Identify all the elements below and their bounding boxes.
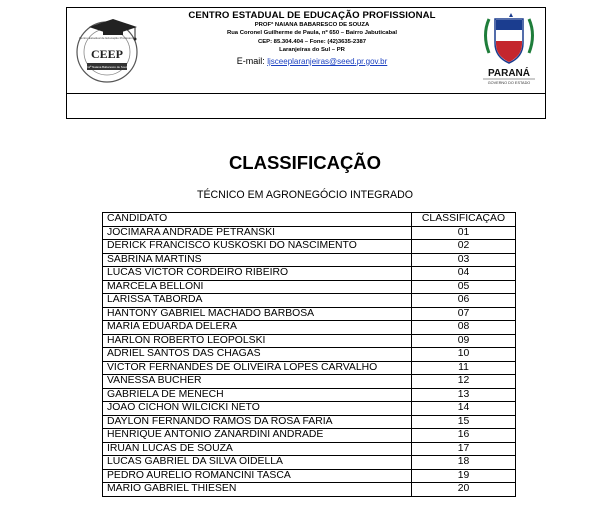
table-row xyxy=(103,483,516,497)
ceep-logo-acronym: CEEP xyxy=(90,47,124,61)
course-subtitle: TÉCNICO EM AGRONEGÓCIO INTEGRADO xyxy=(196,189,413,201)
candidate-name: SABRINA MARTINS xyxy=(103,253,412,267)
candidate-name: MARIA EDUARDA DELERA xyxy=(103,321,412,335)
candidate-name: HENRIQUE ANTONIO ZANARDINI ANDRADE xyxy=(103,429,412,443)
table-row xyxy=(103,348,516,362)
candidate-rank: 01 xyxy=(412,226,516,240)
table-row xyxy=(103,388,516,402)
school-info xyxy=(167,10,457,66)
candidate-name: JOÃO CICHON WILCICKI NETO xyxy=(103,402,412,416)
parana-label: PARANÁ xyxy=(487,68,531,79)
candidate-rank: 14 xyxy=(412,402,516,416)
table-row xyxy=(103,442,516,456)
candidate-rank: 05 xyxy=(412,280,516,294)
candidate-rank: 10 xyxy=(412,348,516,362)
candidate-name: HARLON ROBERTO LEOPOLSKI xyxy=(103,334,412,348)
table-row xyxy=(103,469,516,483)
email-label: E-mail: xyxy=(236,55,265,66)
candidate-rank: 19 xyxy=(412,469,516,483)
candidate-name: LUCAS VICTOR CORDEIRO RIBEIRO xyxy=(103,267,412,281)
candidate-name: LUCAS GABRIEL DA SILVA OIDELLA xyxy=(103,456,412,470)
email-line xyxy=(167,56,457,66)
candidate-rank: 13 xyxy=(412,388,516,402)
candidate-name: DAYLON FERNANDO RAMOS DA ROSA FARIA xyxy=(103,415,412,429)
letterhead-divider xyxy=(67,93,545,94)
letterhead xyxy=(66,7,546,119)
candidate-name: VICTOR FERNANDES DE OLIVEIRA LOPES CARVALHO xyxy=(103,361,412,375)
table-row xyxy=(103,226,516,240)
table-row xyxy=(103,294,516,308)
table-row xyxy=(103,375,516,389)
parana-state-logo xyxy=(477,13,541,91)
candidate-name: MARCELA BELLONI xyxy=(103,280,412,294)
candidate-name: PEDRO AURÉLIO ROMANCINI TASCA xyxy=(103,469,412,483)
candidate-rank: 06 xyxy=(412,294,516,308)
city-line: Laranjeiras do Sul – PR xyxy=(279,47,345,54)
column-header-classification: CLASSIFICAÇÃO xyxy=(412,213,516,227)
address-line: Rua Coronel Guilherme de Paula, nº 650 – Bairro Jabuticabal xyxy=(226,30,398,37)
table-row xyxy=(103,267,516,281)
table-row xyxy=(103,334,516,348)
page-title: CLASSIFICAÇÃO xyxy=(228,152,382,173)
table-header-row xyxy=(103,213,516,227)
candidate-name: LARISSA TABORDA xyxy=(103,294,412,308)
candidate-rank: 08 xyxy=(412,321,516,335)
table-row xyxy=(103,307,516,321)
table-row xyxy=(103,456,516,470)
parana-sublabel: GOVERNO DO ESTADO xyxy=(487,81,531,85)
email-link[interactable]: ljsceeplaranjeiras@seed.pr.gov.br xyxy=(267,56,388,66)
classification-table xyxy=(102,212,516,497)
cep-phone-line: CEP: 85.304.404 – Fone: (42)3635-2387 xyxy=(257,38,367,45)
candidate-rank: 02 xyxy=(412,240,516,254)
candidate-rank: 15 xyxy=(412,415,516,429)
candidate-name: ADRIEL SANTOS DAS CHAGAS xyxy=(103,348,412,362)
ceep-logo-ribbon: Profª Naiana Babaresco de Souza xyxy=(85,65,129,70)
candidate-rank: 18 xyxy=(412,456,516,470)
ceep-logo xyxy=(73,16,141,84)
table-row xyxy=(103,429,516,443)
candidate-name: GABRIELA DE MENECH xyxy=(103,388,412,402)
candidate-name: HANTONY GABRIEL MACHADO BARBOSA xyxy=(103,307,412,321)
candidate-rank: 04 xyxy=(412,267,516,281)
candidate-rank: 17 xyxy=(412,442,516,456)
candidate-name: MARIO GABRIEL THIESEN xyxy=(103,483,412,497)
table-row xyxy=(103,402,516,416)
table-row xyxy=(103,361,516,375)
table-row xyxy=(103,321,516,335)
candidate-rank: 20 xyxy=(412,483,516,497)
candidate-rank: 16 xyxy=(412,429,516,443)
column-header-candidate: CANDIDATO xyxy=(103,213,412,227)
table-row xyxy=(103,240,516,254)
table-row xyxy=(103,280,516,294)
candidate-rank: 07 xyxy=(412,307,516,321)
table-row xyxy=(103,253,516,267)
school-name: CENTRO ESTADUAL DE EDUCAÇÃO PROFISSIONAL xyxy=(188,10,436,21)
table-row xyxy=(103,415,516,429)
candidate-name: JOCIMARA ANDRADE PETRANSKI xyxy=(103,226,412,240)
candidate-rank: 03 xyxy=(412,253,516,267)
candidate-rank: 09 xyxy=(412,334,516,348)
candidate-rank: 11 xyxy=(412,361,516,375)
candidate-name: VANESSA BUCHER xyxy=(103,375,412,389)
candidate-name: DERICK FRANCISCO KUSKOSKI DO NASCIMENTO xyxy=(103,240,412,254)
ceep-logo-ring-text: Centro Estadual de Educação Profissional xyxy=(78,36,136,40)
candidate-rank: 12 xyxy=(412,375,516,389)
candidate-name: IRUAN LUCAS DE SOUZA xyxy=(103,442,412,456)
director-line: PROFª NAIANA BABARESCO DE SOUZA xyxy=(254,22,370,28)
